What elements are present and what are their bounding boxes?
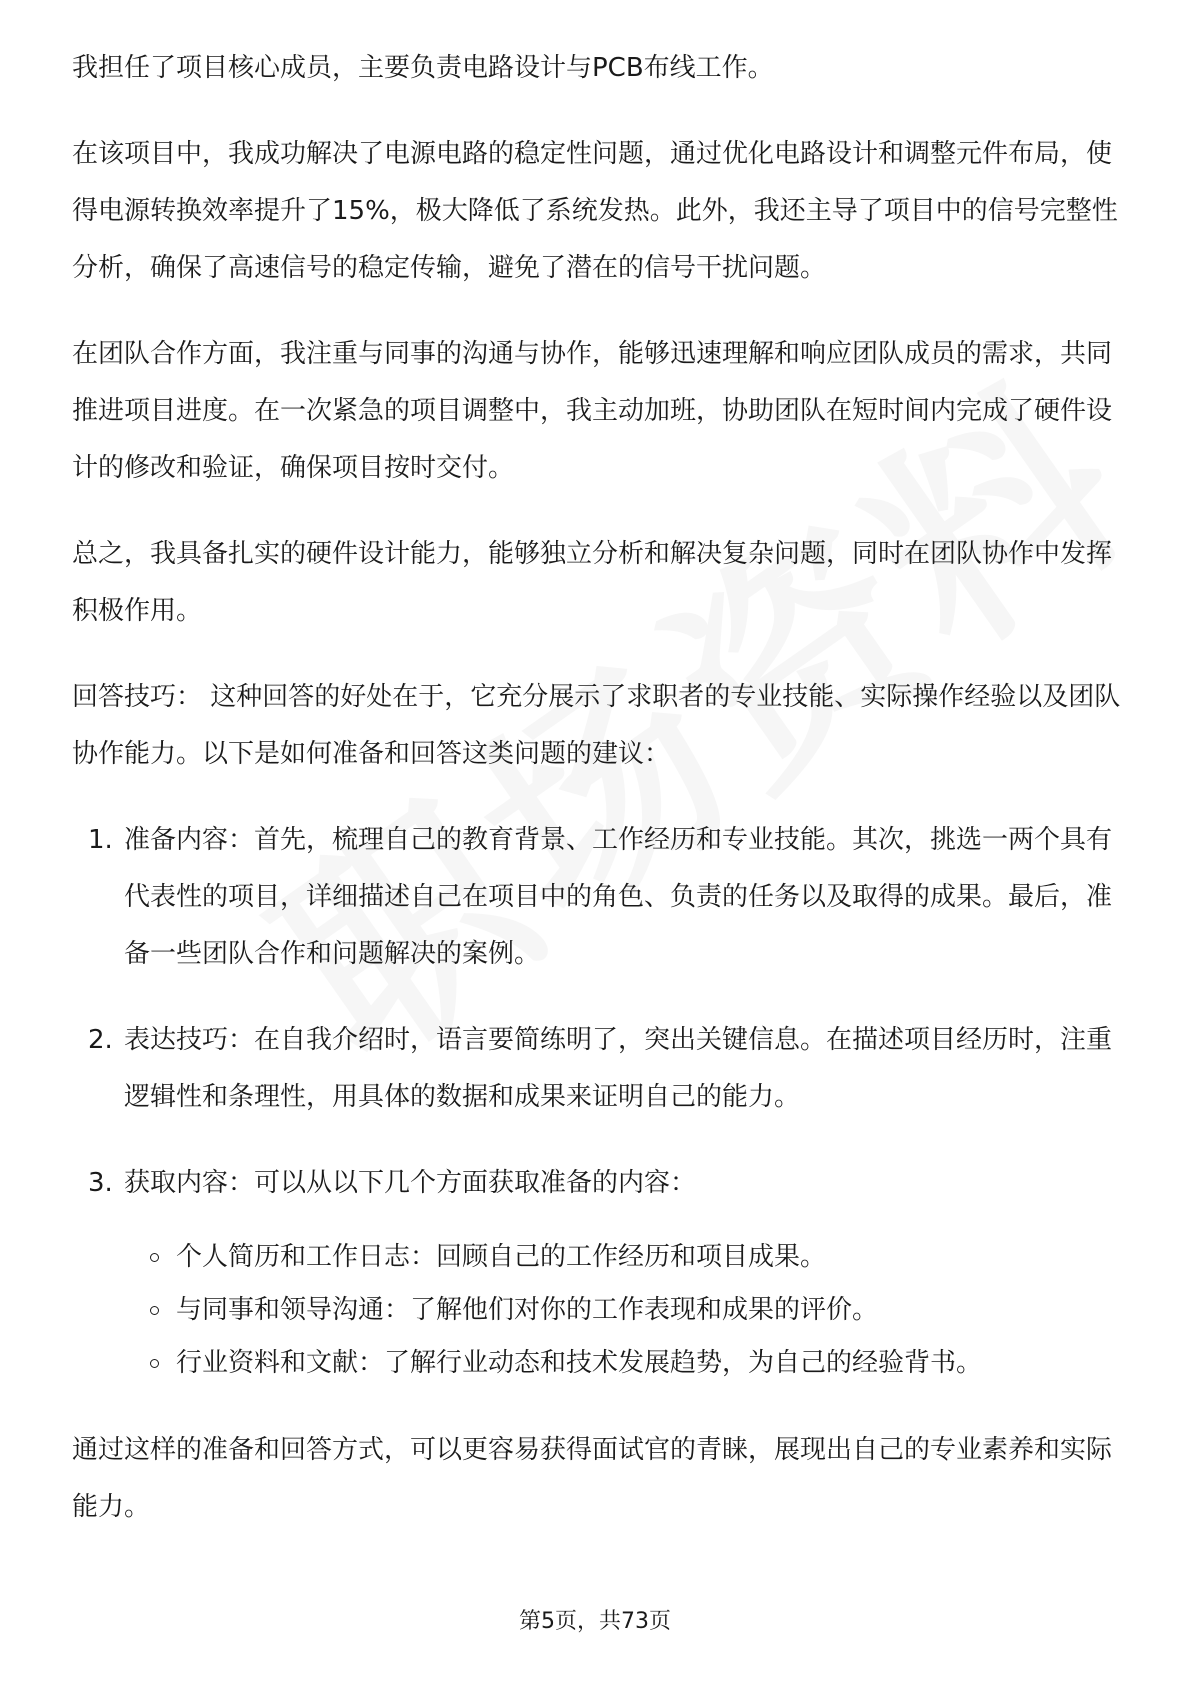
page-number: 第5页，共73页 bbox=[519, 1609, 671, 1634]
list-item-text: 个人简历和工作日志：回顾自己的工作经历和项目成果。 bbox=[176, 1242, 827, 1272]
list-item bbox=[72, 1155, 1122, 1212]
paragraph-achievement: 在该项目中，我成功解决了电源电路的稳定性问题，通过优化电路设计和调整元件布局，使得电源转换效率提升了15%，极大降低了系统发热。此外，我还主导了项目中的信号完整性分析，确保了高速信号的稳定传输，避免了潜在的信号干扰问题。 bbox=[72, 139, 1118, 283]
paragraph-answer-tips: 回答技巧： 这种回答的好处在于，它充分展示了求职者的专业技能、实际操作经验以及团队协作能力。以下是如何准备和回答这类问题的建议： bbox=[72, 682, 1121, 769]
tips-list bbox=[72, 812, 1122, 1212]
paragraph-teamwork: 在团队合作方面，我注重与同事的沟通与协作，能够迅速理解和响应团队成员的需求，共同推进项目进度。在一次紧急的项目调整中，我主动加班，协助团队在短时间内完成了硬件设计的修改和验证，确保项目按时交付。 bbox=[72, 339, 1113, 483]
list-item bbox=[72, 1231, 1122, 1284]
hollow-bullet-icon bbox=[150, 1306, 159, 1315]
list-number: 1. bbox=[88, 825, 113, 855]
paragraph-role: 我担任了项目核心成员，主要负责电路设计与PCB布线工作。 bbox=[72, 53, 774, 83]
list-number: 2. bbox=[88, 1025, 113, 1055]
list-item-text: 行业资料和文献：了解行业动态和技术发展趋势，为自己的经验背书。 bbox=[176, 1348, 983, 1378]
hollow-bullet-icon bbox=[150, 1359, 159, 1368]
list-item bbox=[72, 812, 1122, 983]
paragraph-closing: 通过这样的准备和回答方式，可以更容易获得面试官的青睐，展现出自己的专业素养和实际能力。 bbox=[72, 1435, 1113, 1522]
list-number: 3. bbox=[88, 1168, 113, 1198]
list-item bbox=[72, 1284, 1122, 1337]
list-item-text: 表达技巧：在自我介绍时，语言要简练明了，突出关键信息。在描述项目经历时，注重逻辑性和条理性，用具体的数据和成果来证明自己的能力。 bbox=[124, 1025, 1113, 1112]
list-item bbox=[72, 1012, 1122, 1126]
list-item-text: 准备内容：首先，梳理自己的教育背景、工作经历和专业技能。其次，挑选一两个具有代表性的项目，详细描述自己在项目中的角色、负责的任务以及取得的成果。最后，准备一些团队合作和问题解决的案例。 bbox=[124, 825, 1113, 969]
list-item bbox=[72, 1337, 1122, 1390]
paragraph-summary: 总之，我具备扎实的硬件设计能力，能够独立分析和解决复杂问题，同时在团队协作中发挥积极作用。 bbox=[72, 539, 1113, 626]
list-item-text: 获取内容：可以从以下几个方面获取准备的内容： bbox=[124, 1168, 697, 1198]
document-body bbox=[72, 40, 1122, 1565]
list-item-text: 与同事和领导沟通：了解他们对你的工作表现和成果的评价。 bbox=[176, 1295, 879, 1325]
sources-list bbox=[72, 1231, 1122, 1390]
hollow-bullet-icon bbox=[150, 1253, 159, 1262]
